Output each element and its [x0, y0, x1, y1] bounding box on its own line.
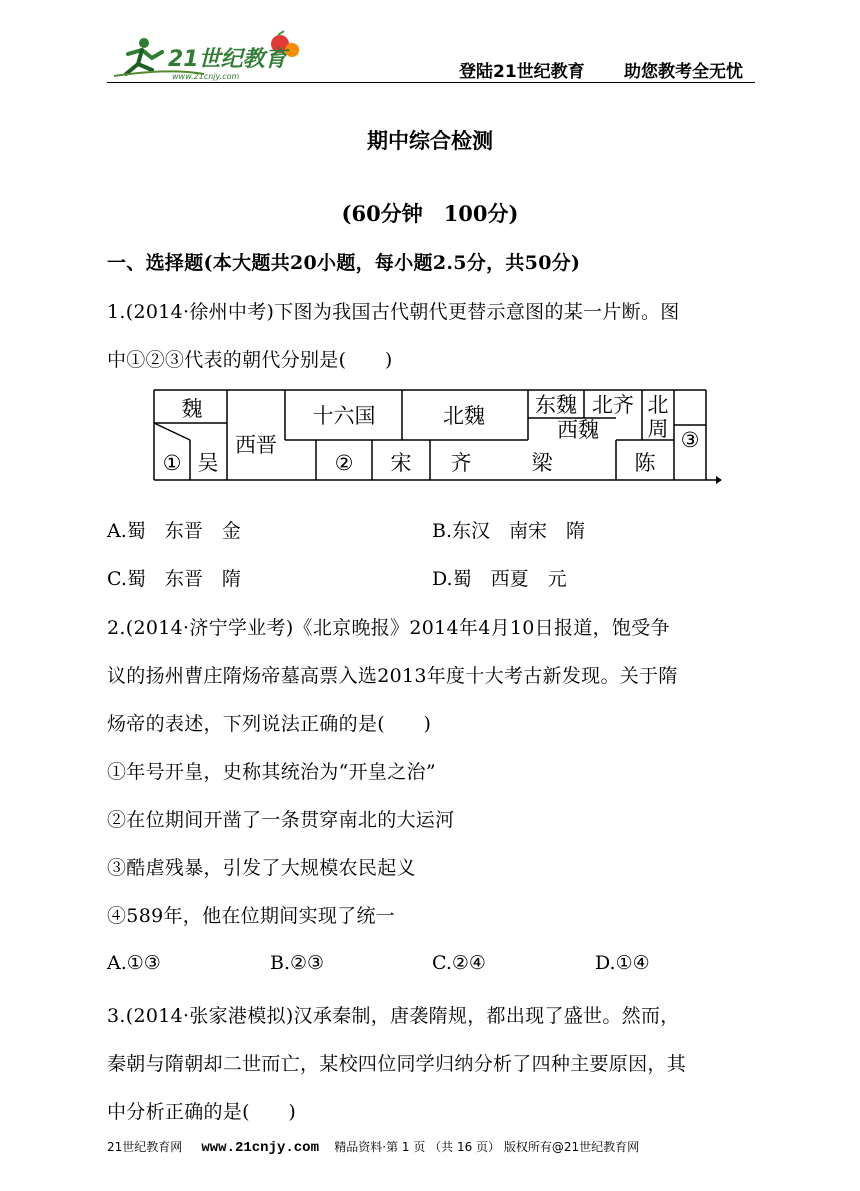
page-title: 期中综合检测: [367, 128, 493, 153]
q2-option-d[interactable]: D.①④: [595, 952, 650, 974]
footer-site-name: 21世纪教育网: [107, 1140, 183, 1154]
q2-statement-1: ①年号开皇，史称其统治为“开皇之治”: [107, 761, 436, 783]
slogan-left: 登陆21世纪教育: [459, 62, 585, 82]
label-chen: 陈: [634, 451, 656, 475]
label-circle1: ①: [162, 451, 182, 475]
logo-url: www.21cnjy.com: [172, 72, 240, 81]
q1-stem-line2: 中①②③代表的朝代分别是( ): [107, 349, 393, 371]
label-dongwei: 东魏: [535, 393, 577, 417]
slogan-right: 助您教考全无忧: [624, 62, 743, 82]
q3-stem-line3: 中分析正确的是( ): [107, 1101, 297, 1123]
site-logo[interactable]: [108, 30, 308, 82]
logo-text: 21世纪教育: [168, 47, 287, 72]
label-bei: 北: [647, 393, 669, 417]
q2-stem-line2: 议的扬州曹庄隋炀帝墓高票入选2013年度十大考古新发现。关于隋: [107, 665, 678, 687]
q2-option-b[interactable]: B.②③: [270, 952, 325, 974]
q1-stem-line1: 1.(2014·徐州中考)下图为我国古代朝代更替示意图的某一片断。图: [107, 301, 680, 323]
q2-option-c[interactable]: C.②④: [432, 952, 486, 974]
label-circle2: ②: [334, 451, 354, 475]
label-liang: 梁: [531, 451, 553, 475]
dynasty-diagram: [150, 388, 725, 491]
label-xiwei: 西魏: [557, 418, 599, 442]
label-circle3: ③: [680, 428, 700, 452]
label-zhou: 周: [647, 417, 669, 441]
q2-stem-line3: 炀帝的表述，下列说法正确的是( ): [107, 713, 432, 735]
label-beiwei: 北魏: [443, 404, 485, 428]
label-qi: 齐: [450, 451, 472, 475]
header-rule: [107, 82, 755, 83]
footer-page-info: 精品资料·第 1 页 （共 16 页） 版权所有@21世纪教育网: [334, 1140, 640, 1154]
q2-statement-3: ③酷虐残暴，引发了大规模农民起义: [107, 857, 416, 879]
q1-option-b[interactable]: B.东汉 南宋 隋: [432, 520, 586, 542]
q3-stem-line2: 秦朝与隋朝却二世而亡，某校四位同学归纳分析了四种主要原因，其: [107, 1053, 687, 1075]
label-beiqi: 北齐: [592, 393, 634, 417]
q1-option-c[interactable]: C.蜀 东晋 隋: [107, 568, 241, 590]
page-subtitle: (60分钟 100分): [341, 201, 519, 226]
q2-statement-2: ②在位期间开凿了一条贯穿南北的大运河: [107, 809, 455, 831]
q3-stem-line1: 3.(2014·张家港模拟)汉承秦制，唐袭隋规，都出现了盛世。然而，: [107, 1005, 680, 1027]
footer-url[interactable]: www.21cnjy.com: [201, 1140, 319, 1156]
footer: [107, 1138, 639, 1156]
q2-option-a[interactable]: A.①③: [107, 952, 161, 974]
q1-option-d[interactable]: D.蜀 西夏 元: [432, 568, 567, 590]
label-wei: 魏: [181, 397, 203, 421]
label-song: 宋: [390, 451, 412, 475]
q2-stem-line1: 2.(2014·济宁学业考)《北京晚报》2014年4月10日报道，饱受争: [107, 617, 670, 639]
q2-statement-4: ④589年，他在位期间实现了统一: [107, 905, 396, 927]
label-shiliuguo: 十六国: [312, 404, 376, 428]
label-wu: 吴: [197, 451, 219, 475]
section-heading: 一、选择题(本大题共20小题，每小题2.5分，共50分): [107, 252, 581, 274]
q1-option-a[interactable]: A.蜀 东晋 金: [107, 520, 241, 542]
label-xijin: 西晋: [235, 433, 277, 457]
